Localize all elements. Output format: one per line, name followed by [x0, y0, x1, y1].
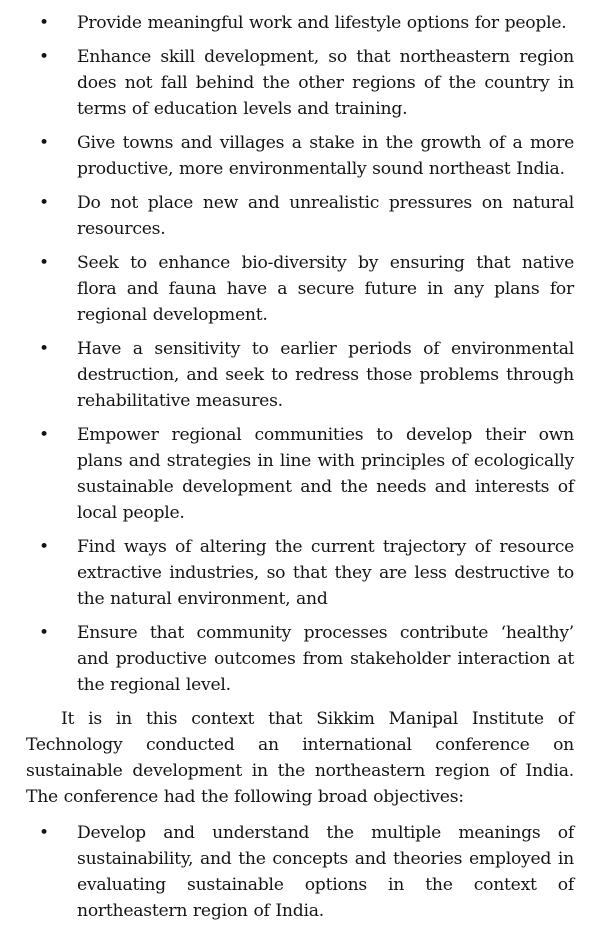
list-item-text: Seek to enhance bio-diversity by ensuring that native flora and fauna have a secure future in any plans for regional development.	[77, 253, 574, 325]
list-item	[26, 534, 574, 612]
list-item-text: Provide meaningful work and lifestyle options for people.	[77, 13, 567, 33]
bullet-icon	[39, 190, 49, 216]
list-item	[26, 190, 574, 242]
list-item	[26, 130, 574, 182]
list-item-text: Have a sensitivity to earlier periods of environmental destruction, and seek to redress those problems through rehabilitative measures.	[77, 339, 574, 411]
list-item-text: Find ways of altering the current trajectory of resource extractive industries, so that they are less destructive to the natural environment, and	[77, 537, 574, 609]
principles-list	[26, 10, 574, 698]
bullet-icon	[39, 422, 49, 448]
list-item-text: Ensure that community processes contribute ‘healthy’ and productive outcomes from stakeholder interaction at the regional level.	[77, 623, 574, 695]
list-item-text: Develop and understand the multiple meanings of sustainability, and the concepts and theories employed in evaluating sustainable options in the context of northeastern region of India.	[77, 823, 574, 921]
list-item	[26, 250, 574, 328]
list-item-text: Give towns and villages a stake in the growth of a more productive, more environmentally sound northeast India.	[77, 133, 574, 179]
list-item-text: Empower regional communities to develop their own plans and strategies in line with principles of ecologically sustainable development and the needs and interests of local people.	[77, 425, 574, 523]
list-item	[26, 820, 574, 924]
list-item	[26, 44, 574, 122]
list-item	[26, 10, 574, 36]
bullet-icon	[39, 336, 49, 362]
bullet-icon	[39, 250, 49, 276]
bullet-icon	[39, 44, 49, 70]
objectives-list	[26, 820, 574, 924]
list-item	[26, 422, 574, 526]
bullet-icon	[39, 534, 49, 560]
list-item-text: Do not place new and unrealistic pressures on natural resources.	[77, 193, 574, 239]
list-item-text: Enhance skill development, so that northeastern region does not fall behind the other regions of the country in terms of education levels and training.	[77, 47, 574, 119]
bullet-icon	[39, 620, 49, 646]
bullet-icon	[39, 10, 49, 36]
document-page	[26, 10, 574, 932]
bullet-icon	[39, 130, 49, 156]
list-item	[26, 336, 574, 414]
list-item	[26, 620, 574, 698]
context-paragraph: It is in this context that Sikkim Manipal Institute of Technology conducted an international conference on sustainable development in the northeastern region of India. The conference had the following broad objectives:	[26, 709, 574, 807]
bullet-icon	[39, 820, 49, 846]
